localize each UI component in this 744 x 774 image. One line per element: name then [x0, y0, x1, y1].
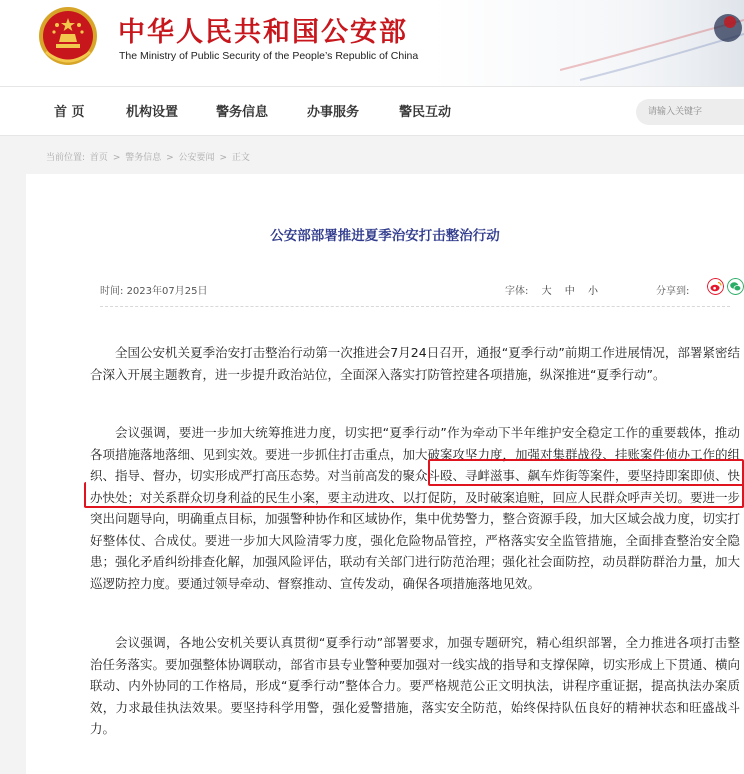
breadcrumb-separator: >: [112, 153, 121, 163]
site-title-cn: 中华人民共和国公安部: [118, 17, 408, 48]
weibo-icon[interactable]: [707, 278, 724, 295]
site-title-en: The Ministry of Public Security of the People’s Republic of China: [119, 50, 419, 62]
search-input[interactable]: [648, 104, 740, 120]
article-container: [26, 174, 744, 774]
breadcrumb-police-info[interactable]: 警务信息: [125, 153, 162, 163]
share-label: 分享到:: [656, 286, 690, 297]
article-paragraph: 会议强调，各地公安机关要认真贯彻“夏季行动”部署要求，加强专题研究，精心组织部署，全力推进各项打击整治任务落实。要加强整体协调联动，部省市县专业警种要加强对一线实战的指导和支撑保障，切实形成上下贯通、横向联动、内外协同的工作格局，形成“夏季行动”整体合力。要严格规范公正文明执法，讲程序重证据，提高执法办案质效，力求最佳执法效果。要坚持科学用警，强化爱警措施，落实安全防范，始终保持队伍良好的精神状态和旺盛战斗力。: [90, 635, 741, 736]
breadcrumb-separator: >: [219, 153, 227, 163]
time-value: 2023年07月25日: [126, 286, 208, 297]
article-title: 公安部部署推进夏季治安打击整治行动: [270, 228, 500, 244]
nav-home[interactable]: 首 页: [54, 105, 85, 120]
breadcrumb-prefix: 当前位置:: [46, 153, 86, 163]
breadcrumb-news[interactable]: 公安要闻: [178, 153, 215, 163]
wechat-icon[interactable]: [727, 278, 744, 295]
breadcrumb-home[interactable]: 首页: [89, 153, 108, 163]
main-nav: [0, 86, 744, 136]
breadcrumb: [46, 150, 252, 163]
article-paragraph: 全国公安机关夏季治安打击整治行动第一次推进会7月24日召开，通报“夏季行动”前期工作进展情况，部署紧密结合深入开展主题教育，进一步提升政治站位，全面深入落实打防管控建各项措施，纵深推进“夏季行动”。: [90, 345, 740, 382]
publish-time: [100, 282, 207, 297]
nav-police-info[interactable]: 警务信息: [216, 105, 269, 120]
nav-interaction[interactable]: 警民互动: [399, 105, 452, 120]
article-paragraph: 会议强调，要进一步加大统筹推进力度，切实把“夏季行动”作为牵动下半年维护安全稳定工作的重要载体，推动各项措施落地落细、见到实效。要进一步抓住打击重点，加大破案攻坚力度，加强对集群战役、挂账案件侦办工作的组织、指导、督办，切实形成严打高压态势。对当前高发的聚众斗殴、寻衅滋事、飙车炸街等案件，要坚持即案即侦、快办快处；对关系群众切身利益的民生小案，要主动进攻、以打促防，及时破案追赃，回应人民群众呼声关切。要进一步突出问题导向，明确重点目标，加强警种协作和区域协作，集中优势警力，整合资源手段，加大区域会战力度，切实打好整体仗、合成仗。要进一步加大风险清零力度，强化危险物品管控，严格落实安全监管措施，全面排查整治安全隐患；强化矛盾纠纷排查化解，加强风险评估，联动有关部门进行防范治理；强化社会面防控，动员群防群治力量，加大巡逻防控力度。要通过领导牵动、督察推动、宣传发动，确保各项措施落地见效。: [90, 425, 741, 591]
site-header: [0, 0, 744, 86]
font-label: 字体:: [505, 286, 529, 297]
breadcrumb-current: 正文: [231, 153, 250, 163]
national-emblem-icon[interactable]: [38, 6, 98, 68]
font-size-control: [505, 282, 598, 297]
header-decoration: [560, 0, 744, 86]
font-small-button[interactable]: 小: [587, 286, 598, 297]
nav-organization[interactable]: 机构设置: [126, 105, 179, 120]
nav-services[interactable]: 办事服务: [307, 105, 360, 120]
time-label: 时间:: [100, 286, 124, 297]
font-large-button[interactable]: 大: [541, 286, 552, 297]
font-medium-button[interactable]: 中: [564, 286, 575, 297]
breadcrumb-separator: >: [166, 153, 174, 163]
search-box: [636, 99, 744, 125]
meta-divider: [100, 306, 730, 307]
article-meta: [100, 278, 730, 298]
share-control: [656, 282, 689, 297]
